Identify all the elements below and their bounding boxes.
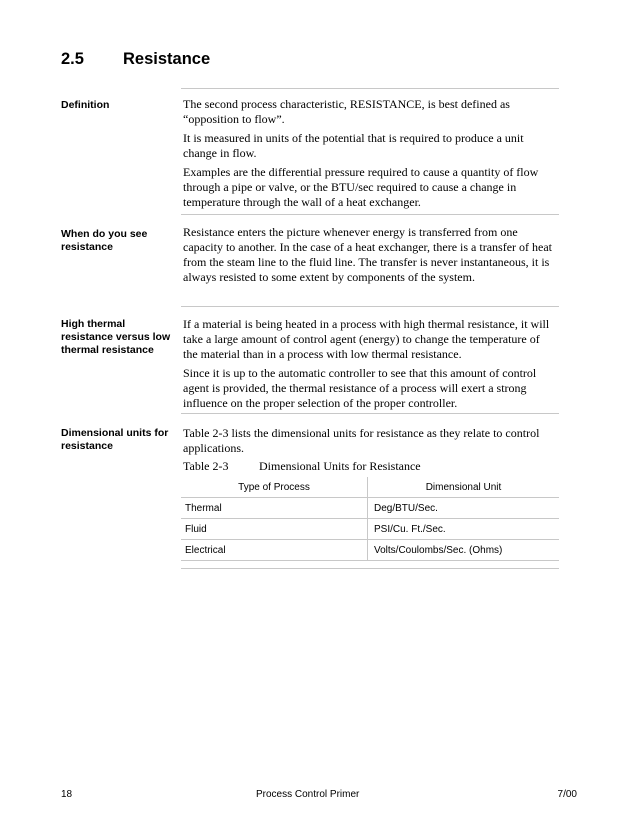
section-title: Resistance xyxy=(123,50,211,68)
cell-process: Thermal xyxy=(181,498,368,519)
footer-title: Process Control Primer xyxy=(256,789,360,800)
label-when-resistance: When do you see resistance xyxy=(61,228,148,253)
header-type-of-process: Type of Process xyxy=(181,477,368,498)
footer-page-number: 18 xyxy=(61,789,73,800)
body-dimensional-units xyxy=(183,426,557,460)
paragraph: Since it is up to the automatic controller to see that this amount of control agent is provided, the thermal resistance of a process will exert a strong influence on the proper selection of the proper controller. xyxy=(183,366,537,410)
table-header-row xyxy=(181,477,559,498)
paragraph: Resistance enters the picture whenever energy is transferred from one capacity to another. In the case of a heat exchanger, there is a transfer of heat from the steam line to the fluid line. The transfer is never instantaneous, it is always resisted to some extent by components of the system. xyxy=(183,225,552,284)
paragraph: Table 2-3 lists the dimensional units for resistance as they relate to control applications. xyxy=(183,426,540,455)
table-caption-title: Dimensional Units for Resistance xyxy=(259,459,421,473)
section-number: 2.5 xyxy=(61,50,84,68)
table-row xyxy=(181,498,559,519)
table-row xyxy=(181,519,559,540)
cell-process: Electrical xyxy=(181,540,368,561)
rule-top xyxy=(181,88,559,89)
header-dimensional-unit: Dimensional Unit xyxy=(368,477,560,498)
rule-bottom xyxy=(181,568,559,569)
cell-unit: Volts/Coulombs/Sec. (Ohms) xyxy=(368,540,560,561)
rule-definition xyxy=(181,214,559,215)
label-thermal-resistance: High thermal resistance versus low thermal resistance xyxy=(61,318,171,356)
paragraph: Examples are the differential pressure required to cause a quantity of flow through a pipe or valve, or the BTU/sec required to cause a change in temperature through the wall of a heat exchanger. xyxy=(183,165,539,209)
body-thermal-resistance xyxy=(183,317,557,415)
footer-date: 7/00 xyxy=(557,789,577,800)
rule-when xyxy=(181,306,559,307)
paragraph: The second process characteristic, RESISTANCE, is best defined as “opposition to flow”. xyxy=(183,97,510,126)
paragraph: It is measured in units of the potential that is required to produce a unit change in flow. xyxy=(183,131,524,160)
paragraph: If a material is being heated in a process with high thermal resistance, it will take a large amount of control agent (energy) to change the temperature of the material than in a process with low thermal resistance. xyxy=(183,317,550,361)
label-dimensional-units: Dimensional units for resistance xyxy=(61,427,169,452)
label-definition: Definition xyxy=(61,99,110,111)
cell-unit: PSI/Cu. Ft./Sec. xyxy=(368,519,560,540)
table-row xyxy=(181,540,559,561)
body-when-resistance xyxy=(183,225,557,289)
dimensional-units-table xyxy=(181,477,559,561)
cell-unit: Deg/BTU/Sec. xyxy=(368,498,560,519)
cell-process: Fluid xyxy=(181,519,368,540)
body-definition xyxy=(183,97,557,214)
table-caption-number: Table 2-3 xyxy=(183,459,229,473)
